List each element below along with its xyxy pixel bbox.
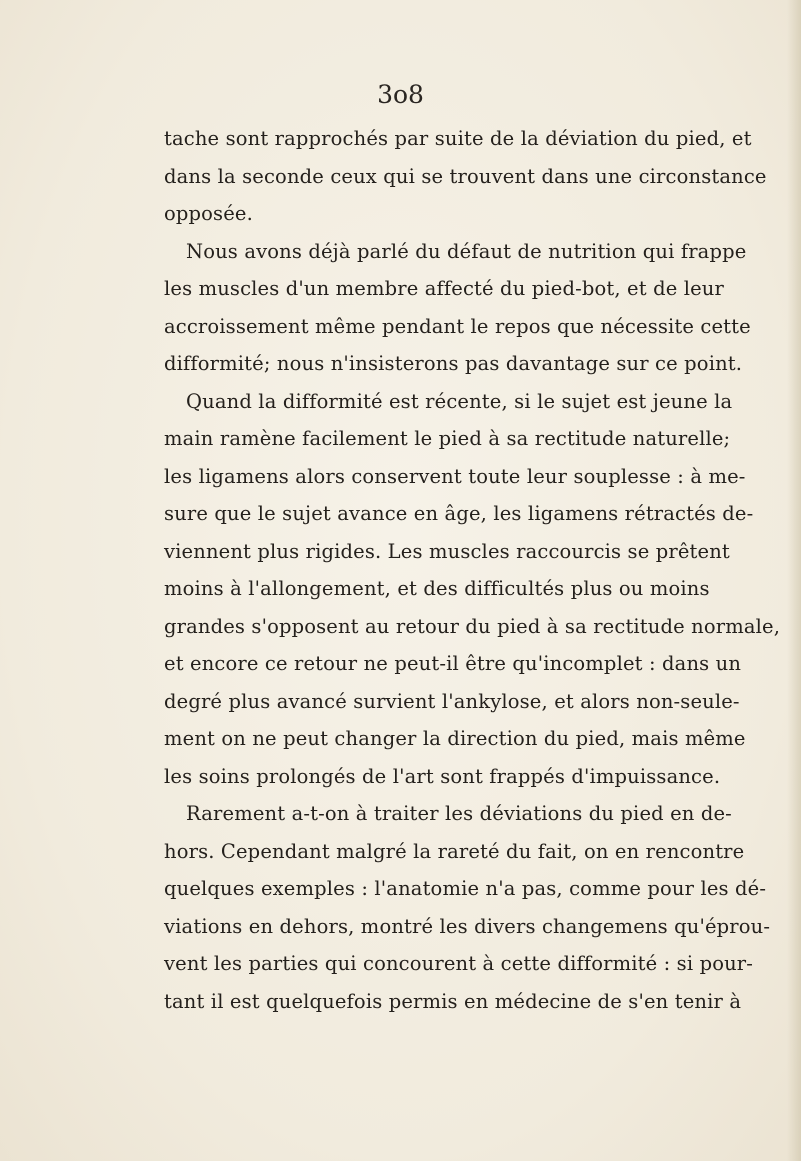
text-line: tant il est quelquefois permis en médecine de s'en tenir à — [164, 989, 742, 1013]
paragraph-start-line: Quand la difformité est récente, si le sujet est jeune la — [186, 389, 733, 413]
text-line: viennent plus rigides. Les muscles raccourcis se prêtent — [164, 539, 730, 563]
page-number: 3o8 — [377, 80, 424, 109]
text-line: degré plus avancé survient l'ankylose, et alors non-seule- — [164, 689, 740, 713]
text-line: accroissement même pendant le repos que nécessite cette — [164, 314, 751, 338]
paragraph-start-line: Rarement a-t-on à traiter les déviations du pied en de- — [186, 802, 732, 825]
text-line: main ramène facilement le pied à sa rectitude naturelle; — [164, 427, 731, 450]
body-text — [164, 120, 781, 1020]
page-edge-shadow — [787, 0, 801, 1161]
text-line: dans la seconde ceux qui se trouvent dans une circonstance — [164, 164, 767, 188]
text-line: les soins prolongés de l'art sont frappés d'impuissance. — [164, 764, 721, 788]
text-line: grandes s'opposent au retour du pied à sa rectitude normale, — [164, 614, 781, 638]
text-line: les muscles d'un membre affecté du pied-bot, et de leur — [164, 277, 724, 300]
text-line: difformité; nous n'insisterons pas davantage sur ce point. — [164, 352, 743, 375]
text-line: ment on ne peut changer la direction du pied, mais même — [164, 727, 746, 750]
text-line: viations en dehors, montré les divers changemens qu'éprou- — [164, 914, 771, 938]
text-line: tache sont rapprochés par suite de la déviation du pied, et — [164, 127, 752, 150]
text-line: quelques exemples : l'anatomie n'a pas, comme pour les dé- — [164, 877, 767, 900]
text-line: et encore ce retour ne peut-il être qu'incomplet : dans un — [164, 652, 742, 675]
text-line: opposée. — [164, 202, 253, 225]
paragraph-start-line: Nous avons déjà parlé du défaut de nutrition qui frappe — [186, 239, 747, 263]
text-line: sure que le sujet avance en âge, les ligamens rétractés de- — [164, 502, 754, 525]
text-line: vent les parties qui concourent à cette difformité : si pour- — [164, 952, 754, 975]
text-line: moins à l'allongement, et des difficultés plus ou moins — [164, 577, 710, 600]
text-line: hors. Cependant malgré la rareté du fait, on en rencontre — [164, 839, 745, 863]
text-line: les ligamens alors conservent toute leur souplesse : à me- — [164, 464, 746, 488]
